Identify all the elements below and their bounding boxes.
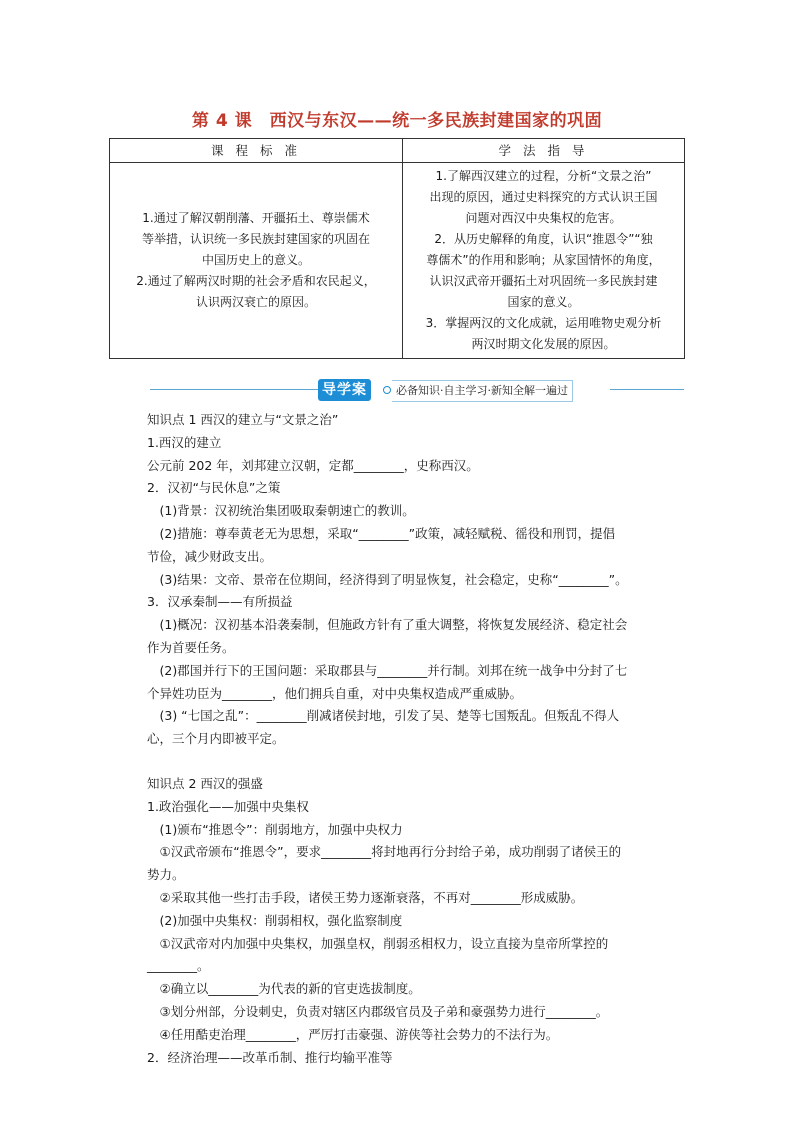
cell-line: 等举措，认识统一多民族封建国家的巩固在	[141, 232, 370, 246]
content-line: 作为首要任务。	[147, 639, 235, 655]
content-line: ②采取其他一些打击手段，诸侯王势力逐渐衰落，不再对________形成威胁。	[147, 889, 584, 905]
content-line: ①汉武帝颁布“推恩令”，要求________将封地再行分封给子弟，成功削弱了诸侯王的	[147, 844, 622, 860]
content-line: 势力。	[147, 867, 185, 883]
content-line: (2)郡国并行下的王国问题：采取郡县与________并行制。刘邦在统一战争中分封了七	[147, 662, 628, 678]
content-line: 节俭，减少财政支出。	[147, 548, 273, 564]
table-header-standard: 课 程 标 准	[110, 139, 403, 163]
cell-line: 3．掌握两汉的文化成就，运用唯物史观分析	[425, 316, 662, 330]
content-line: 公元前 202 年，刘邦建立汉朝，定都________，史称西汉。	[147, 457, 479, 473]
content-line: ________。	[147, 958, 210, 974]
content-line: (2)加强中央集权：削弱相权，强化监察制度	[147, 912, 403, 928]
content-line: ②确立以________为代表的新的官吏选拔制度。	[147, 981, 421, 997]
cell-line: 两汉时期文化发展的原因。	[471, 337, 616, 351]
content-line: 知识点 2 西汉的强盛	[147, 775, 263, 791]
cell-line: 认识两汉衰亡的原因。	[195, 295, 316, 309]
content-line: 1.政治强化——加强中央集权	[147, 798, 309, 814]
cell-line: 问题对西汉中央集权的危害。	[465, 211, 622, 225]
content-line: ①汉武帝对内加强中央集权，加强皇权，削弱丞相权力，设立直接为皇帝所掌控的	[147, 935, 609, 951]
banner-rule-left	[150, 389, 318, 390]
banner-subtitle: 必备知识·自主学习·新知全解一遍过	[392, 380, 573, 402]
guide-banner	[150, 375, 690, 405]
content-line: (2)措施：尊奉黄老无为思想，采取“________”政策，减轻赋税、徭役和刑罚，提倡	[147, 525, 616, 541]
curriculum-table	[109, 138, 685, 359]
content-line: 3．汉承秦制——有所损益	[147, 594, 293, 610]
banner-dot-icon	[383, 386, 391, 394]
cell-line: 出现的原因，通过史料探究的方式认识王国	[429, 190, 658, 204]
cell-line: 中国历史上的意义。	[201, 253, 310, 267]
cell-line: 尊儒术”的作用和影响；从家国情怀的角度，	[426, 253, 661, 267]
cell-line: 2．从历史解释的角度，认识“推恩令”“独	[434, 232, 653, 246]
banner-rule-right	[610, 389, 684, 390]
standard-cell	[110, 163, 403, 359]
content-line: 心，三个月内即被平定。	[147, 731, 285, 747]
banner-label: 导学案	[318, 379, 371, 401]
content-line: ③划分州部，分设刺史，负责对辖区内郡级官员及子弟和豪强势力进行________。	[147, 1003, 609, 1019]
content-line: (3) “七国之乱”：________削减诸侯封地，引发了吴、楚等七国叛乱。但叛乱不得人	[147, 708, 620, 724]
content-line: (1)背景：汉初统治集团吸取秦朝速亡的教训。	[147, 503, 415, 519]
content-line: 2．经济治理——改革币制、推行均输平准等	[147, 1049, 393, 1065]
table-header-guide: 学 法 指 导	[403, 139, 685, 163]
page-title: 第 4 课 西汉与东汉——统一多民族封建国家的巩固	[191, 111, 603, 131]
cell-line: 认识汉武帝开疆拓土对巩固统一多民族封建	[429, 274, 658, 288]
cell-line: 国家的意义。	[507, 295, 580, 309]
content-line: 1.西汉的建立	[147, 434, 222, 450]
content-line: 2．汉初“与民休息”之策	[147, 480, 281, 496]
content-line	[147, 751, 679, 773]
cell-line: 1.通过了解汉朝削藩、开疆拓土、尊崇儒术	[142, 211, 370, 225]
content-line: (1)颁布“推恩令”：削弱地方，加强中央权力	[147, 821, 403, 837]
content-line: 个异姓功臣为________，他们拥兵自重，对中央集权造成严重威胁。	[147, 685, 523, 701]
content-line: 知识点 1 西汉的建立与“文景之治”	[147, 412, 339, 427]
guide-cell	[403, 163, 685, 359]
content-line: (3)结果：文帝、景帝在位期间，经济得到了明显恢复，社会稳定，史称“________”。	[147, 571, 628, 587]
content-line: (1)概况：汉初基本沿袭秦制，但施政方针有了重大调整，将恢复发展经济、稳定社会	[147, 617, 628, 633]
cell-line: 2.通过了解两汉时期的社会矛盾和农民起义，	[136, 274, 376, 288]
study-content	[147, 409, 679, 1069]
cell-line: 1.了解西汉建立的过程，分析“文景之治”	[435, 169, 652, 183]
content-line: ④任用酷吏治理________，严厉打击豪强、游侠等社会势力的不法行为。	[147, 1026, 559, 1042]
